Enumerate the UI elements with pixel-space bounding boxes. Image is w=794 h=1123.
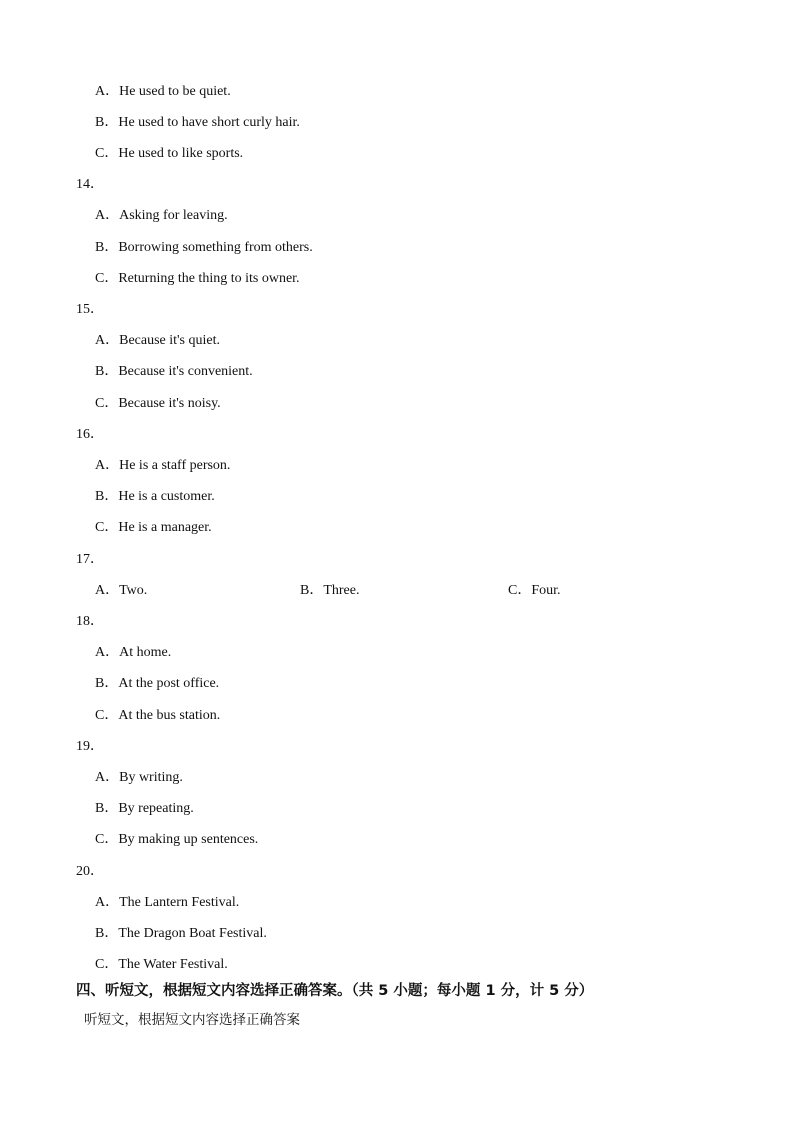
q18-option-c: C．At the bus station.: [95, 708, 221, 723]
q18-option-b: B．At the post office.: [95, 676, 220, 691]
q15-option-b: B．Because it's convenient.: [95, 364, 253, 379]
q16-option-b: B．He is a customer.: [95, 489, 215, 504]
q13-option-c: C．He used to like sports.: [95, 146, 244, 161]
q17-option-b: B．Three.: [300, 583, 360, 598]
q14-number: 14．: [76, 177, 104, 192]
q16-option-a: A．He is a staff person.: [95, 458, 231, 473]
q17-option-a: A．Two.: [95, 583, 148, 598]
q15-option-c: C．Because it's noisy.: [95, 396, 221, 411]
q20-option-b: B．The Dragon Boat Festival.: [95, 926, 267, 941]
q20-option-a: A．The Lantern Festival.: [95, 895, 240, 910]
section-4-title: 四、听短文，根据短文内容选择正确答案。（共 5 小题；每小题 1 分，计 5 分）: [76, 983, 594, 999]
q19-option-c: C．By making up sentences.: [95, 832, 259, 847]
q19-option-a: A．By writing.: [95, 770, 183, 785]
q15-option-a: A．Because it's quiet.: [95, 333, 220, 348]
q18-number: 18．: [76, 614, 104, 629]
q19-option-b: B．By repeating.: [95, 801, 194, 816]
q17-number: 17．: [76, 552, 104, 567]
q16-option-c: C．He is a manager.: [95, 520, 212, 535]
q20-number: 20．: [76, 864, 104, 879]
q13-option-a: A．He used to be quiet.: [95, 84, 231, 99]
q14-option-a: A．Asking for leaving.: [95, 208, 228, 223]
section-4-instruction: 听短文，根据短文内容选择正确答案: [84, 1012, 300, 1028]
q16-number: 16．: [76, 427, 104, 442]
q14-option-c: C．Returning the thing to its owner.: [95, 271, 300, 286]
q15-number: 15．: [76, 302, 104, 317]
q17-option-c: C．Four.: [508, 583, 561, 598]
q19-number: 19．: [76, 739, 104, 754]
q20-option-c: C．The Water Festival.: [95, 957, 228, 972]
q13-option-b: B．He used to have short curly hair.: [95, 115, 300, 130]
q18-option-a: A．At home.: [95, 645, 172, 660]
q14-option-b: B．Borrowing something from others.: [95, 240, 313, 255]
